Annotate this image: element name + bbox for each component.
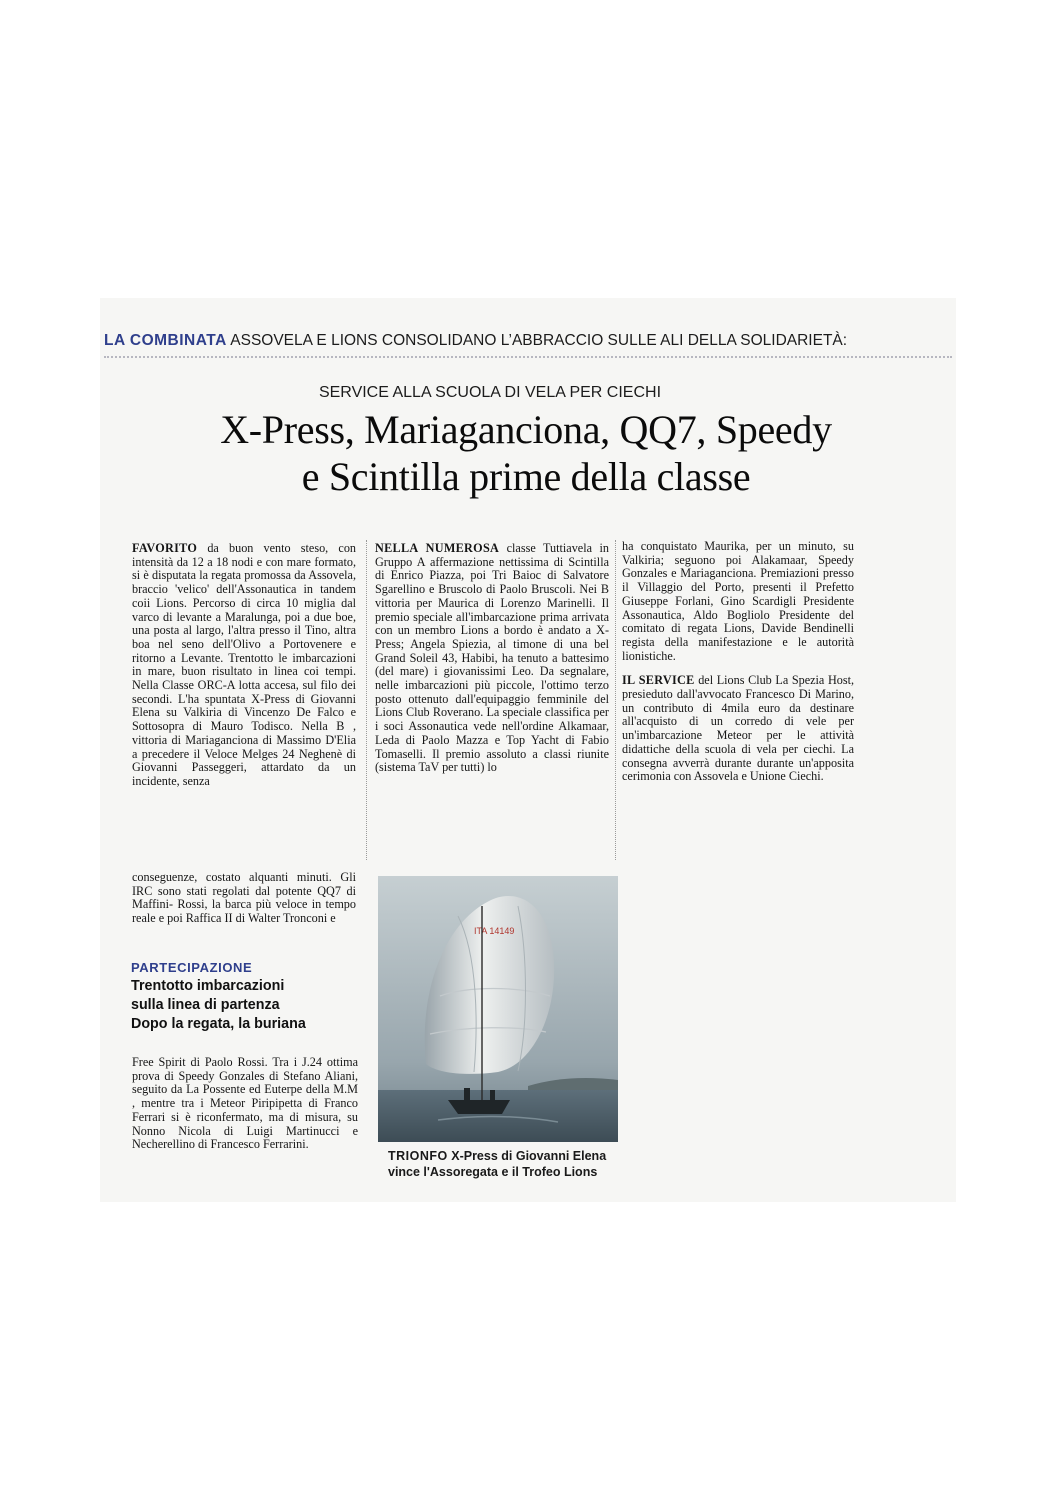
column-paragraph [622, 674, 854, 784]
article-column-4 [132, 1056, 358, 1152]
headline [108, 406, 944, 500]
sidebar-headline [131, 977, 361, 1034]
caption-text: X-Press di Giovanni Elena vince l'Assoregata e il Trofeo Lions [388, 1149, 607, 1179]
sidebar-headline-line: sulla linea di partenza [131, 997, 280, 1013]
photo-caption [388, 1148, 624, 1180]
article-column-1 [132, 542, 356, 789]
column-text: da buon vento steso, con intensità da 12 a 18 nodi e con mare formato, si è disputata la regata promossa da Assovela, braccio 'velico' dell'Assonautica in tandem coii Lions. Percorso di circa 10 miglia dal varco di levante a Maralunga, poi a due boe, una posta al largo, l'altra presso il Tino, altra boa nel seno dell'Olivo a Portovenere e ritorno a Levante. Trentotto le imbarcazioni in mare, buon risultato in linea coi tempi. Nella Classe ORC-A lotta accesa, sul filo dei secondi. L'ha spuntata X-Press di Giovanni Elena su Valkiria di Vincenzo De Falco e Sottosopra di Mauro Todisco. Nella B , vittoria di Mariaganciona di Massimo D'Elia a precedere il Veloce Melges 24 Neghenè di Giovanni Passeggeri, attardato da un incidente, senza [132, 541, 357, 788]
sail-number: ITA 14149 [474, 926, 515, 936]
sailboat-illustration [378, 876, 618, 1142]
kicker-label: LA COMBINATA [104, 332, 227, 349]
sidebar-headline-line: Trentotto imbarcazioni [131, 978, 285, 994]
column-text: del Lions Club La Spezia Host, presieduto dall'avvocato Francesco Di Marino, un contributo di 4mila euro da destinare all'acquisto di un corredo di vele per un'imbarcazione Meteor per le attività didattiche della scuola di vela per ciechi. La consegna avverrà durante durante un'apposita cerimonia con Assovela e Unione Ciechi. [622, 673, 855, 784]
column-lead: FAVORITO [132, 541, 198, 555]
headline-line-2: e Scintilla prime della classe [301, 454, 751, 499]
sidebar-kicker: PARTECIPAZIONE [131, 960, 253, 975]
column-divider [366, 540, 367, 860]
headline-line-1: X-Press, Mariaganciona, QQ7, Speedy [220, 407, 832, 452]
column-text: classe Tuttiavela in Gruppo A affermazione nettissima di Scintilla di Enrico Piazza, poi Tri Baioc di Salvatore Sgarellino e Bruscolo di Paolo Bruscoli. Nei B vittoria per Maurica di Lorenzo Marinelli. Il premio speciale all'imbarcazione prima arrivata con un membro Lions a bordo è andato a X-Press; Angela Spiezia, al timone di una bel Grand Soleil 43, Habibi, ha tenuto a battesimo (del mare) i giovanissimi Leo. Da segnalare, nelle imbarcazioni più piccole, l'ottimo terzo posto ottenuto dall'equipaggio femminile del Lions Club Roverano. La speciale classifica per i soci Assonautica vede nell'ordine Alkamaar, Leda di Paolo Mazza e Top Yacht di Fabio Tomaselli. Il premio assoluto a classi riunite (sistema TaV per tutti) lo [375, 541, 609, 775]
caption-lead: TRIONFO [388, 1149, 448, 1163]
column-lead: NELLA NUMEROSA [375, 541, 500, 555]
article-column-3 [622, 540, 854, 795]
overline: SERVICE ALLA SCUOLA DI VELA PER CIECHI [318, 384, 662, 401]
column-lead: IL SERVICE [622, 673, 695, 688]
kicker-bar [104, 326, 952, 358]
sidebar-headline-line: Dopo la regata, la buriana [131, 1016, 306, 1032]
sidebar-box [131, 960, 361, 1034]
column-paragraph: ha conquistato Maurika, per un minuto, su Valkiria; seguono poi Alakamaar, Speedy Gonzales e Mariaganciona. Premiazioni presso il Villaggio del Porto, presenti il Prefetto Giuseppe Forlani, Gino Scardigli Presidente Assonautica, Aldo Bogliolo Presidente del comitato di regata Lions, Davide Bendinelli regista della manifestazione e le autorità lionistiche. [622, 539, 854, 663]
column-text: conseguenze, costato alquanti minuti. Gli IRC sono stati regolati dal potente QQ7 di Maffini- Rossi, la barca più veloce in tempo reale e poi Raffica II di Walter Tronconi e [132, 870, 356, 926]
kicker-text: ASSOVELA E LIONS CONSOLIDANO L’ABBRACCIO SULLE ALI DELLA SOLIDARIETÀ: [230, 332, 848, 349]
article-column-1-continued [132, 871, 356, 926]
column-divider [615, 540, 616, 860]
column-text: Free Spirit di Paolo Rossi. Tra i J.24 ottima prova di Speedy Gonzales di Stefano Aliani, seguito da La Possente ed Euterpe della M.M , mentre tra i Meteor Piripipetta di Franco Ferrari si è riconfermato, ma di misura, su Nonno Nicola di Luigi Martinucci e Necherellino di Francesco Ferrarini. [132, 1055, 358, 1152]
article-column-2 [375, 542, 609, 775]
sailboat-photo [378, 876, 618, 1142]
